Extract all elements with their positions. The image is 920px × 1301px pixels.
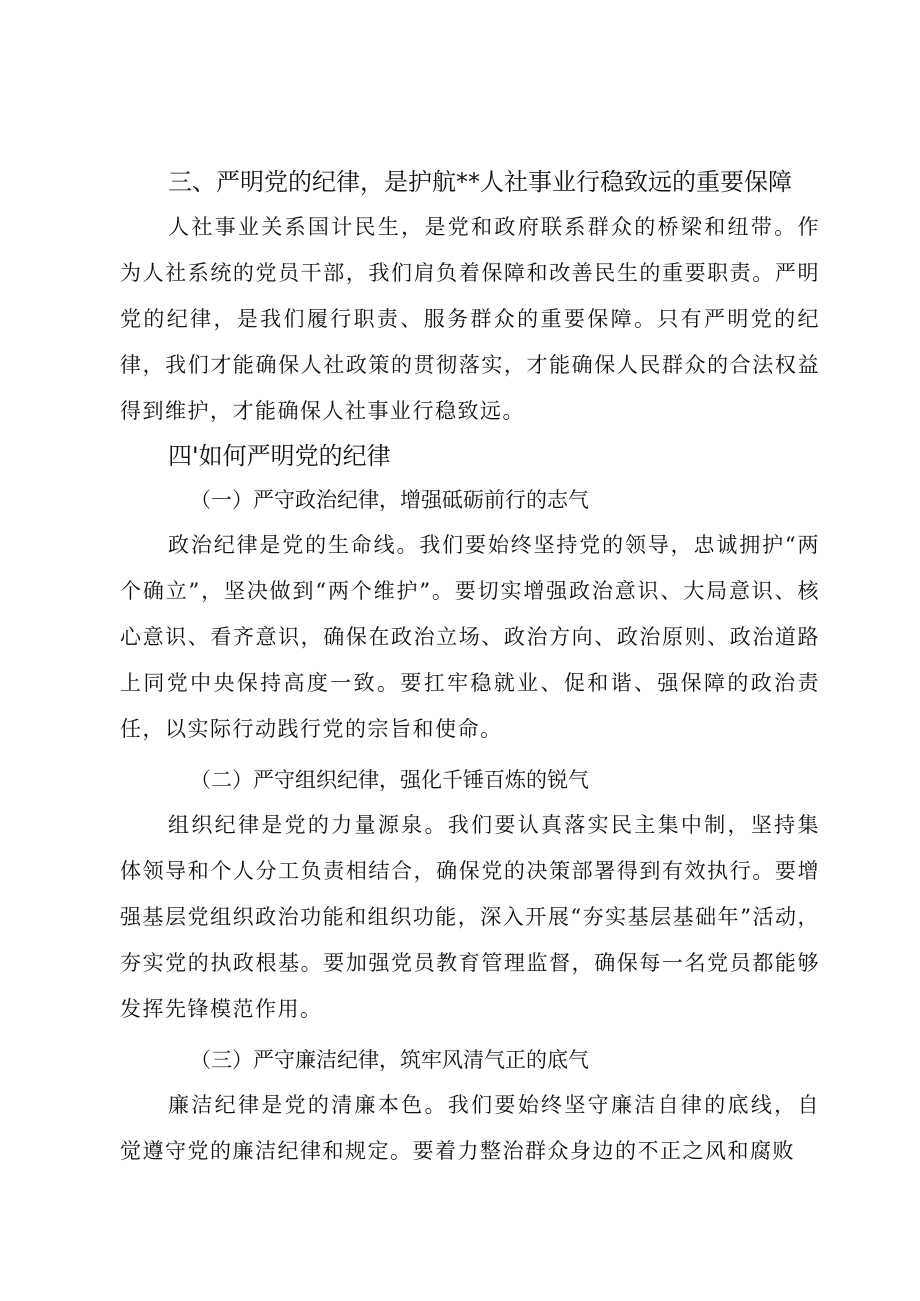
subheading-organizational: （二）严守组织纪律，强化千锤百炼的锐气 bbox=[190, 768, 589, 792]
paragraph-3: 组织纪律是党的力量源泉。我们要认真落实民主集中制，坚持集体领导和个人分工负责相结合，确保党的决策部署得到有效执行。要增强基层党组织政治功能和组织功能，深入开展“夯实基层基础年”活动，夯实党的执政根基。要加强党员教育管理监督，确保每一名党员都能够发挥先锋模范作用。 bbox=[120, 813, 820, 1021]
document-body bbox=[120, 160, 820, 1174]
subheading-integrity: （三）严守廉洁纪律，筑牢风清气正的底气 bbox=[190, 1048, 589, 1072]
paragraph-1: 人社事业关系国计民生，是党和政府联系群众的桥梁和纽带。作为人社系统的党员干部，我们肩负着保障和改善民生的重要职责。严明党的纪律，是我们履行职责、服务群众的重要保障。只有严明党的纪律，我们才能确保人社政策的贯彻落实，才能确保人民群众的合法权益得到维护，才能确保人社事业行稳致远。 bbox=[120, 215, 820, 423]
paragraph-2: 政治纪律是党的生命线。我们要始终坚持党的领导，忠诚拥护“两个确立”，坚决做到“两个维护”。要切实增强政治意识、大局意识、核心意识、看齐意识，确保在政治立场、政治方向、政治原则、政治道路上同党中央保持高度一致。要扛牢稳就业、促和谐、强保障的政治责任，以实际行动践行党的宗旨和使命。 bbox=[120, 533, 820, 741]
section-heading-4: 四'如何严明党的纪律 bbox=[168, 442, 391, 470]
section-heading-3: 三、严明党的纪律，是护航**人社事业行稳致远的重要保障 bbox=[168, 168, 792, 196]
subheading-political: （一）严守政治纪律，增强砥砺前行的志气 bbox=[190, 488, 589, 512]
paragraph-4: 廉洁纪律是党的清廉本色。我们要始终坚守廉洁自律的底线，自觉遵守党的廉洁纪律和规定。要着力整治群众身边的不正之风和腐败 bbox=[120, 1093, 820, 1163]
